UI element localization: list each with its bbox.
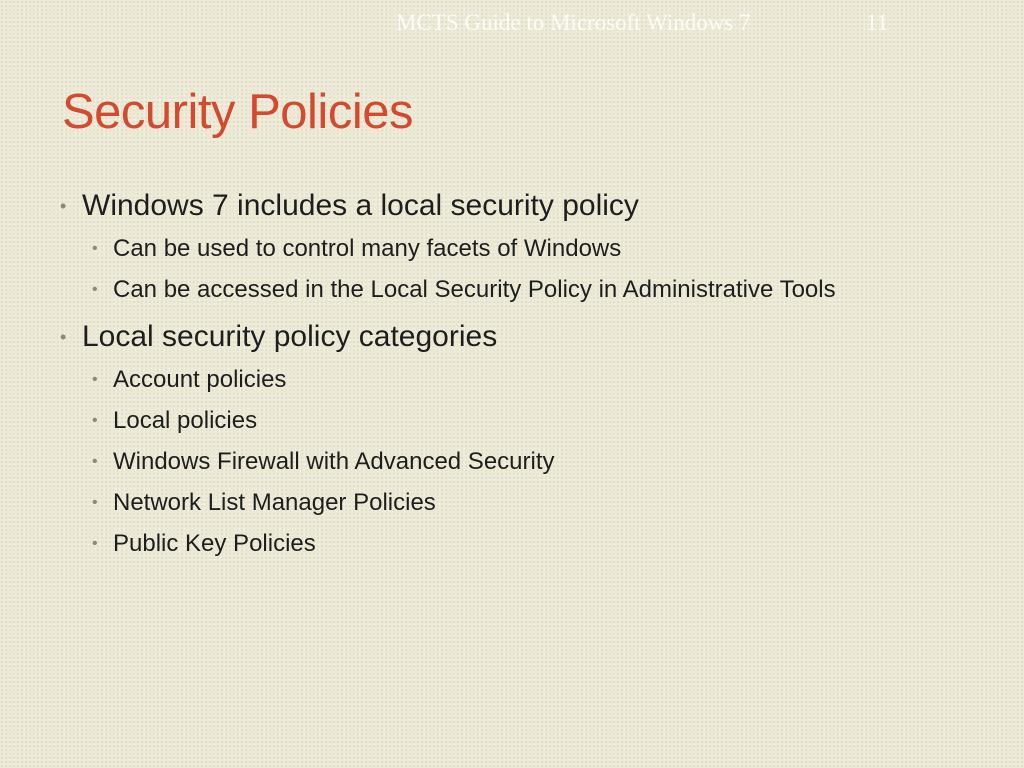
sub-bullet-list bbox=[82, 232, 960, 307]
sub-bullet-icon: • bbox=[92, 494, 98, 511]
sub-bullet-text: Network List Manager Policies bbox=[113, 489, 436, 516]
bullet-text: Windows 7 includes a local security policy bbox=[82, 189, 639, 222]
sub-bullet-icon: • bbox=[92, 535, 98, 552]
sub-bullet-item bbox=[82, 232, 960, 266]
sub-bullet-text: Local policies bbox=[113, 407, 258, 434]
sub-bullet-list bbox=[82, 363, 960, 561]
page-number: 11 bbox=[866, 10, 889, 35]
sub-bullet-text: Can be accessed in the Local Security Policy in Administrative Tools bbox=[113, 276, 836, 303]
sub-bullet-item bbox=[82, 363, 960, 397]
sub-bullet-icon: • bbox=[92, 453, 98, 470]
sub-bullet-item bbox=[82, 527, 960, 561]
sub-bullet-item bbox=[82, 486, 960, 520]
sub-bullet-text: Windows Firewall with Advanced Security bbox=[113, 448, 555, 475]
footer-text: MCTS Guide to Microsoft Windows 7 bbox=[396, 10, 751, 35]
bullet-text: Local security policy categories bbox=[82, 320, 498, 353]
sub-bullet-icon: • bbox=[92, 240, 98, 257]
bullet-icon: • bbox=[60, 327, 67, 347]
sub-bullet-icon: • bbox=[92, 412, 98, 429]
sub-bullet-text: Public Key Policies bbox=[113, 530, 316, 557]
bullet-list bbox=[60, 186, 960, 561]
slide-content bbox=[60, 186, 960, 571]
sub-bullet-text: Account policies bbox=[113, 366, 287, 393]
sub-bullet-text: Can be used to control many facets of Windows bbox=[113, 235, 622, 262]
bullet-item bbox=[60, 186, 960, 307]
sub-bullet-icon: • bbox=[92, 371, 98, 388]
bullet-icon: • bbox=[60, 196, 67, 216]
sub-bullet-icon: • bbox=[92, 281, 98, 298]
bullet-item bbox=[60, 317, 960, 561]
sub-bullet-item bbox=[82, 445, 960, 479]
sub-bullet-item bbox=[82, 404, 960, 438]
sub-bullet-item bbox=[82, 273, 960, 307]
slide-title: Security Policies bbox=[62, 85, 413, 139]
